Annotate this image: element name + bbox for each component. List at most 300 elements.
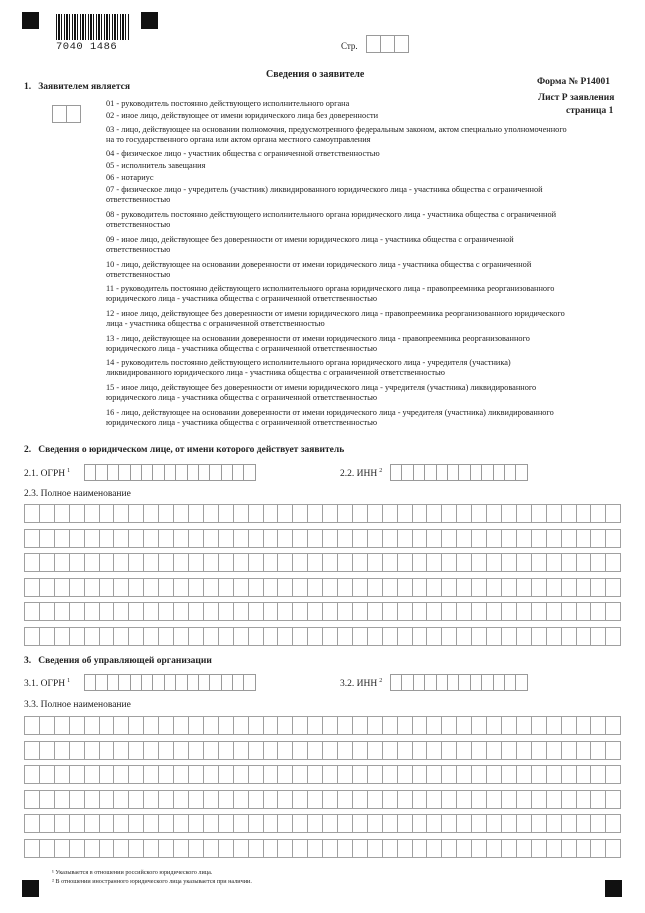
- char-cell[interactable]: [218, 602, 233, 621]
- char-cell[interactable]: [69, 602, 84, 621]
- char-cell[interactable]: [84, 578, 99, 597]
- char-cell[interactable]: [188, 602, 203, 621]
- char-cell[interactable]: [441, 790, 456, 809]
- char-cell[interactable]: [233, 578, 248, 597]
- char-cell[interactable]: [203, 716, 218, 735]
- char-cell[interactable]: [367, 814, 382, 833]
- char-cell[interactable]: [590, 741, 605, 760]
- char-cell[interactable]: [382, 529, 397, 548]
- char-cell[interactable]: [203, 814, 218, 833]
- char-cell[interactable]: [337, 839, 352, 858]
- char-cell[interactable]: [233, 529, 248, 548]
- char-cell[interactable]: [576, 578, 591, 597]
- char-cell[interactable]: [39, 716, 54, 735]
- char-cell[interactable]: [233, 814, 248, 833]
- char-cell[interactable]: [24, 578, 39, 597]
- char-cell[interactable]: [441, 553, 456, 572]
- char-cell[interactable]: [188, 790, 203, 809]
- char-cell[interactable]: [307, 553, 322, 572]
- char-cell[interactable]: [605, 814, 621, 833]
- name-grid-row[interactable]: [24, 553, 621, 572]
- char-cell[interactable]: [24, 814, 39, 833]
- char-cell[interactable]: [113, 741, 128, 760]
- char-cell[interactable]: [367, 716, 382, 735]
- char-cell[interactable]: [292, 578, 307, 597]
- char-cell[interactable]: [143, 627, 158, 646]
- char-cell[interactable]: [158, 529, 173, 548]
- char-cell[interactable]: [233, 839, 248, 858]
- char-cell[interactable]: [397, 627, 412, 646]
- char-cell[interactable]: [486, 814, 501, 833]
- char-cell[interactable]: [99, 814, 114, 833]
- char-cell[interactable]: [576, 529, 591, 548]
- char-cell[interactable]: [546, 627, 561, 646]
- char-cell[interactable]: [397, 529, 412, 548]
- char-cell[interactable]: [352, 602, 367, 621]
- char-cell[interactable]: [24, 790, 39, 809]
- char-cell[interactable]: [367, 627, 382, 646]
- char-cell[interactable]: [590, 602, 605, 621]
- char-cell[interactable]: [322, 578, 337, 597]
- char-cell[interactable]: [501, 741, 516, 760]
- char-cell[interactable]: [412, 578, 427, 597]
- char-cell[interactable]: [322, 790, 337, 809]
- char-cell[interactable]: [263, 839, 278, 858]
- char-cell[interactable]: [456, 602, 471, 621]
- char-cell[interactable]: [441, 839, 456, 858]
- char-cell[interactable]: [113, 716, 128, 735]
- char-cell[interactable]: [531, 839, 546, 858]
- char-cell[interactable]: [367, 602, 382, 621]
- char-cell[interactable]: [292, 504, 307, 523]
- char-cell[interactable]: [352, 839, 367, 858]
- char-cell[interactable]: [173, 790, 188, 809]
- char-cell[interactable]: [99, 627, 114, 646]
- char-cell[interactable]: [352, 790, 367, 809]
- char-cell[interactable]: [263, 814, 278, 833]
- char-cell[interactable]: [113, 765, 128, 784]
- char-cell[interactable]: [322, 814, 337, 833]
- char-cell[interactable]: [501, 627, 516, 646]
- char-cell[interactable]: [576, 814, 591, 833]
- char-cell[interactable]: [412, 839, 427, 858]
- char-cell[interactable]: [188, 716, 203, 735]
- char-cell[interactable]: [292, 741, 307, 760]
- char-cell[interactable]: [382, 602, 397, 621]
- char-cell[interactable]: [39, 627, 54, 646]
- char-cell[interactable]: [248, 529, 263, 548]
- char-cell[interactable]: [248, 741, 263, 760]
- char-cell[interactable]: [426, 741, 441, 760]
- char-cell[interactable]: [128, 716, 143, 735]
- char-cell[interactable]: [54, 578, 69, 597]
- char-cell[interactable]: [203, 790, 218, 809]
- char-cell[interactable]: [456, 578, 471, 597]
- char-cell[interactable]: [531, 504, 546, 523]
- char-cell[interactable]: [412, 627, 427, 646]
- char-cell[interactable]: [233, 741, 248, 760]
- char-cell[interactable]: [233, 504, 248, 523]
- char-cell[interactable]: [426, 602, 441, 621]
- char-cell[interactable]: [352, 716, 367, 735]
- char-cell[interactable]: [516, 504, 531, 523]
- char-cell[interactable]: [188, 814, 203, 833]
- char-cell[interactable]: [218, 839, 233, 858]
- char-cell[interactable]: [218, 741, 233, 760]
- char-cell[interactable]: [277, 765, 292, 784]
- char-cell[interactable]: [69, 716, 84, 735]
- char-cell[interactable]: [531, 578, 546, 597]
- char-cell[interactable]: [456, 504, 471, 523]
- char-cell[interactable]: [203, 578, 218, 597]
- char-cell[interactable]: [546, 716, 561, 735]
- char-cell[interactable]: [456, 529, 471, 548]
- char-cell[interactable]: [441, 716, 456, 735]
- char-cell[interactable]: [307, 790, 322, 809]
- char-cell[interactable]: [426, 553, 441, 572]
- char-cell[interactable]: [277, 578, 292, 597]
- char-cell[interactable]: [412, 716, 427, 735]
- char-cell[interactable]: [486, 627, 501, 646]
- char-cell[interactable]: [158, 627, 173, 646]
- char-cell[interactable]: [54, 716, 69, 735]
- applicant-code-field[interactable]: [52, 105, 80, 123]
- char-cell[interactable]: [69, 529, 84, 548]
- char-cell[interactable]: [546, 839, 561, 858]
- char-cell[interactable]: [158, 716, 173, 735]
- char-cell[interactable]: [263, 529, 278, 548]
- char-cell[interactable]: [456, 553, 471, 572]
- char-cell[interactable]: [173, 741, 188, 760]
- char-cell[interactable]: [486, 790, 501, 809]
- char-cell[interactable]: [441, 741, 456, 760]
- char-cell[interactable]: [84, 814, 99, 833]
- char-cell[interactable]: [248, 839, 263, 858]
- char-cell[interactable]: [441, 578, 456, 597]
- char-cell[interactable]: [39, 504, 54, 523]
- char-cell[interactable]: [84, 504, 99, 523]
- char-cell[interactable]: [99, 578, 114, 597]
- char-cell[interactable]: [486, 716, 501, 735]
- char-cell[interactable]: [397, 814, 412, 833]
- char-cell[interactable]: [233, 602, 248, 621]
- char-cell[interactable]: [605, 504, 621, 523]
- char-cell[interactable]: [322, 553, 337, 572]
- char-cell[interactable]: [218, 765, 233, 784]
- char-cell[interactable]: [426, 839, 441, 858]
- char-cell[interactable]: [426, 716, 441, 735]
- ogrn-input-3[interactable]: [84, 674, 255, 691]
- char-cell[interactable]: [173, 716, 188, 735]
- char-cell[interactable]: [441, 765, 456, 784]
- char-cell[interactable]: [203, 627, 218, 646]
- char-cell[interactable]: [531, 790, 546, 809]
- char-cell[interactable]: [471, 627, 486, 646]
- char-cell[interactable]: [39, 553, 54, 572]
- char-cell[interactable]: [54, 741, 69, 760]
- char-cell[interactable]: [590, 765, 605, 784]
- char-cell[interactable]: [54, 814, 69, 833]
- char-cell[interactable]: [173, 814, 188, 833]
- char-cell[interactable]: [69, 741, 84, 760]
- char-cell[interactable]: [128, 790, 143, 809]
- char-cell[interactable]: [337, 578, 352, 597]
- char-cell[interactable]: [367, 529, 382, 548]
- char-cell[interactable]: [471, 790, 486, 809]
- char-cell[interactable]: [24, 839, 39, 858]
- inn-input-2[interactable]: [390, 464, 527, 481]
- char-cell[interactable]: [486, 553, 501, 572]
- char-cell[interactable]: [292, 602, 307, 621]
- char-cell[interactable]: [605, 716, 621, 735]
- char-cell[interactable]: [412, 504, 427, 523]
- char-cell[interactable]: [367, 765, 382, 784]
- char-cell[interactable]: [382, 578, 397, 597]
- char-cell[interactable]: [322, 529, 337, 548]
- char-cell[interactable]: [277, 790, 292, 809]
- char-cell[interactable]: [158, 504, 173, 523]
- char-cell[interactable]: [24, 504, 39, 523]
- char-cell[interactable]: [337, 814, 352, 833]
- char-cell[interactable]: [515, 464, 527, 481]
- char-cell[interactable]: [218, 627, 233, 646]
- char-cell[interactable]: [307, 504, 322, 523]
- char-cell[interactable]: [113, 529, 128, 548]
- char-cell[interactable]: [576, 553, 591, 572]
- char-cell[interactable]: [292, 627, 307, 646]
- char-cell[interactable]: [113, 578, 128, 597]
- char-cell[interactable]: [367, 839, 382, 858]
- name-grid-row[interactable]: [24, 716, 621, 735]
- char-cell[interactable]: [322, 765, 337, 784]
- char-cell[interactable]: [382, 716, 397, 735]
- char-cell[interactable]: [143, 553, 158, 572]
- char-cell[interactable]: [382, 765, 397, 784]
- char-cell[interactable]: [471, 839, 486, 858]
- char-cell[interactable]: [576, 504, 591, 523]
- char-cell[interactable]: [501, 839, 516, 858]
- char-cell[interactable]: [143, 790, 158, 809]
- char-cell[interactable]: [113, 627, 128, 646]
- char-cell[interactable]: [322, 716, 337, 735]
- char-cell[interactable]: [99, 529, 114, 548]
- char-cell[interactable]: [218, 553, 233, 572]
- name-grid-row[interactable]: [24, 839, 621, 858]
- char-cell[interactable]: [263, 602, 278, 621]
- char-cell[interactable]: [590, 578, 605, 597]
- char-cell[interactable]: [397, 790, 412, 809]
- char-cell[interactable]: [576, 741, 591, 760]
- char-cell[interactable]: [173, 627, 188, 646]
- char-cell[interactable]: [307, 602, 322, 621]
- char-cell[interactable]: [322, 504, 337, 523]
- char-cell[interactable]: [412, 790, 427, 809]
- char-cell[interactable]: [277, 504, 292, 523]
- char-cell[interactable]: [307, 765, 322, 784]
- name-grid-row[interactable]: [24, 814, 621, 833]
- char-cell[interactable]: [426, 765, 441, 784]
- char-cell[interactable]: [471, 553, 486, 572]
- char-cell[interactable]: [590, 553, 605, 572]
- char-cell[interactable]: [397, 602, 412, 621]
- char-cell[interactable]: [99, 741, 114, 760]
- char-cell[interactable]: [233, 765, 248, 784]
- char-cell[interactable]: [39, 765, 54, 784]
- char-cell[interactable]: [352, 578, 367, 597]
- char-cell[interactable]: [382, 790, 397, 809]
- char-cell[interactable]: [456, 765, 471, 784]
- char-cell[interactable]: [292, 839, 307, 858]
- char-cell[interactable]: [501, 765, 516, 784]
- char-cell[interactable]: [277, 741, 292, 760]
- char-cell[interactable]: [263, 741, 278, 760]
- char-cell[interactable]: [248, 627, 263, 646]
- char-cell[interactable]: [531, 741, 546, 760]
- char-cell[interactable]: [143, 529, 158, 548]
- char-cell[interactable]: [292, 790, 307, 809]
- char-cell[interactable]: [203, 765, 218, 784]
- char-cell[interactable]: [173, 553, 188, 572]
- char-cell[interactable]: [128, 741, 143, 760]
- char-cell[interactable]: [426, 814, 441, 833]
- char-cell[interactable]: [352, 504, 367, 523]
- char-cell[interactable]: [248, 765, 263, 784]
- char-cell[interactable]: [39, 814, 54, 833]
- char-cell[interactable]: [352, 553, 367, 572]
- char-cell[interactable]: [99, 716, 114, 735]
- char-cell[interactable]: [516, 602, 531, 621]
- char-cell[interactable]: [397, 504, 412, 523]
- char-cell[interactable]: [397, 741, 412, 760]
- char-cell[interactable]: [501, 790, 516, 809]
- char-cell[interactable]: [69, 814, 84, 833]
- char-cell[interactable]: [203, 602, 218, 621]
- char-cell[interactable]: [54, 504, 69, 523]
- char-cell[interactable]: [263, 504, 278, 523]
- char-cell[interactable]: [337, 627, 352, 646]
- char-cell[interactable]: [516, 553, 531, 572]
- char-cell[interactable]: [501, 578, 516, 597]
- char-cell[interactable]: [218, 529, 233, 548]
- char-cell[interactable]: [113, 504, 128, 523]
- char-cell[interactable]: [128, 578, 143, 597]
- char-cell[interactable]: [248, 578, 263, 597]
- char-cell[interactable]: [307, 627, 322, 646]
- char-cell[interactable]: [24, 602, 39, 621]
- char-cell[interactable]: [158, 839, 173, 858]
- char-cell[interactable]: [426, 529, 441, 548]
- char-cell[interactable]: [352, 765, 367, 784]
- char-cell[interactable]: [188, 627, 203, 646]
- char-cell[interactable]: [531, 814, 546, 833]
- char-cell[interactable]: [248, 504, 263, 523]
- char-cell[interactable]: [158, 741, 173, 760]
- char-cell[interactable]: [561, 814, 576, 833]
- char-cell[interactable]: [605, 529, 621, 548]
- char-cell[interactable]: [84, 627, 99, 646]
- char-cell[interactable]: [24, 741, 39, 760]
- char-cell[interactable]: [456, 627, 471, 646]
- char-cell[interactable]: [54, 839, 69, 858]
- char-cell[interactable]: [322, 839, 337, 858]
- char-cell[interactable]: [471, 765, 486, 784]
- char-cell[interactable]: [277, 553, 292, 572]
- name-grid-row[interactable]: [24, 529, 621, 548]
- char-cell[interactable]: [248, 716, 263, 735]
- char-cell[interactable]: [69, 627, 84, 646]
- char-cell[interactable]: [243, 674, 255, 691]
- char-cell[interactable]: [307, 814, 322, 833]
- char-cell[interactable]: [84, 716, 99, 735]
- char-cell[interactable]: [576, 790, 591, 809]
- inn-input-3[interactable]: [390, 674, 527, 691]
- char-cell[interactable]: [561, 504, 576, 523]
- char-cell[interactable]: [263, 578, 278, 597]
- char-cell[interactable]: [471, 529, 486, 548]
- char-cell[interactable]: [367, 553, 382, 572]
- char-cell[interactable]: [501, 553, 516, 572]
- char-cell[interactable]: [307, 839, 322, 858]
- char-cell[interactable]: [99, 504, 114, 523]
- char-cell[interactable]: [561, 602, 576, 621]
- char-cell[interactable]: [84, 741, 99, 760]
- char-cell[interactable]: [561, 790, 576, 809]
- char-cell[interactable]: [382, 627, 397, 646]
- char-cell[interactable]: [531, 627, 546, 646]
- char-cell[interactable]: [39, 578, 54, 597]
- char-cell[interactable]: [84, 765, 99, 784]
- char-cell[interactable]: [561, 578, 576, 597]
- char-cell[interactable]: [546, 553, 561, 572]
- char-cell[interactable]: [24, 765, 39, 784]
- char-cell[interactable]: [531, 716, 546, 735]
- char-cell[interactable]: [441, 814, 456, 833]
- char-cell[interactable]: [352, 741, 367, 760]
- char-cell[interactable]: [143, 814, 158, 833]
- char-cell[interactable]: [397, 765, 412, 784]
- char-cell[interactable]: [263, 716, 278, 735]
- char-cell[interactable]: [546, 504, 561, 523]
- char-cell[interactable]: [143, 839, 158, 858]
- char-cell[interactable]: [337, 716, 352, 735]
- char-cell[interactable]: [590, 529, 605, 548]
- char-cell[interactable]: [173, 504, 188, 523]
- char-cell[interactable]: [173, 839, 188, 858]
- char-cell[interactable]: [248, 553, 263, 572]
- char-cell[interactable]: [277, 716, 292, 735]
- char-cell[interactable]: [277, 602, 292, 621]
- char-cell[interactable]: [441, 627, 456, 646]
- char-cell[interactable]: [24, 716, 39, 735]
- name-grid-row[interactable]: [24, 578, 621, 597]
- char-cell[interactable]: [531, 602, 546, 621]
- char-cell[interactable]: [248, 814, 263, 833]
- char-cell[interactable]: [426, 790, 441, 809]
- char-cell[interactable]: [605, 765, 621, 784]
- char-cell[interactable]: [471, 716, 486, 735]
- char-cell[interactable]: [456, 839, 471, 858]
- char-cell[interactable]: [322, 627, 337, 646]
- char-cell[interactable]: [188, 741, 203, 760]
- char-cell[interactable]: [456, 741, 471, 760]
- char-cell[interactable]: [382, 553, 397, 572]
- char-cell[interactable]: [531, 553, 546, 572]
- char-cell[interactable]: [576, 839, 591, 858]
- char-cell[interactable]: [516, 839, 531, 858]
- char-cell[interactable]: [188, 839, 203, 858]
- char-cell[interactable]: [307, 741, 322, 760]
- char-cell[interactable]: [188, 529, 203, 548]
